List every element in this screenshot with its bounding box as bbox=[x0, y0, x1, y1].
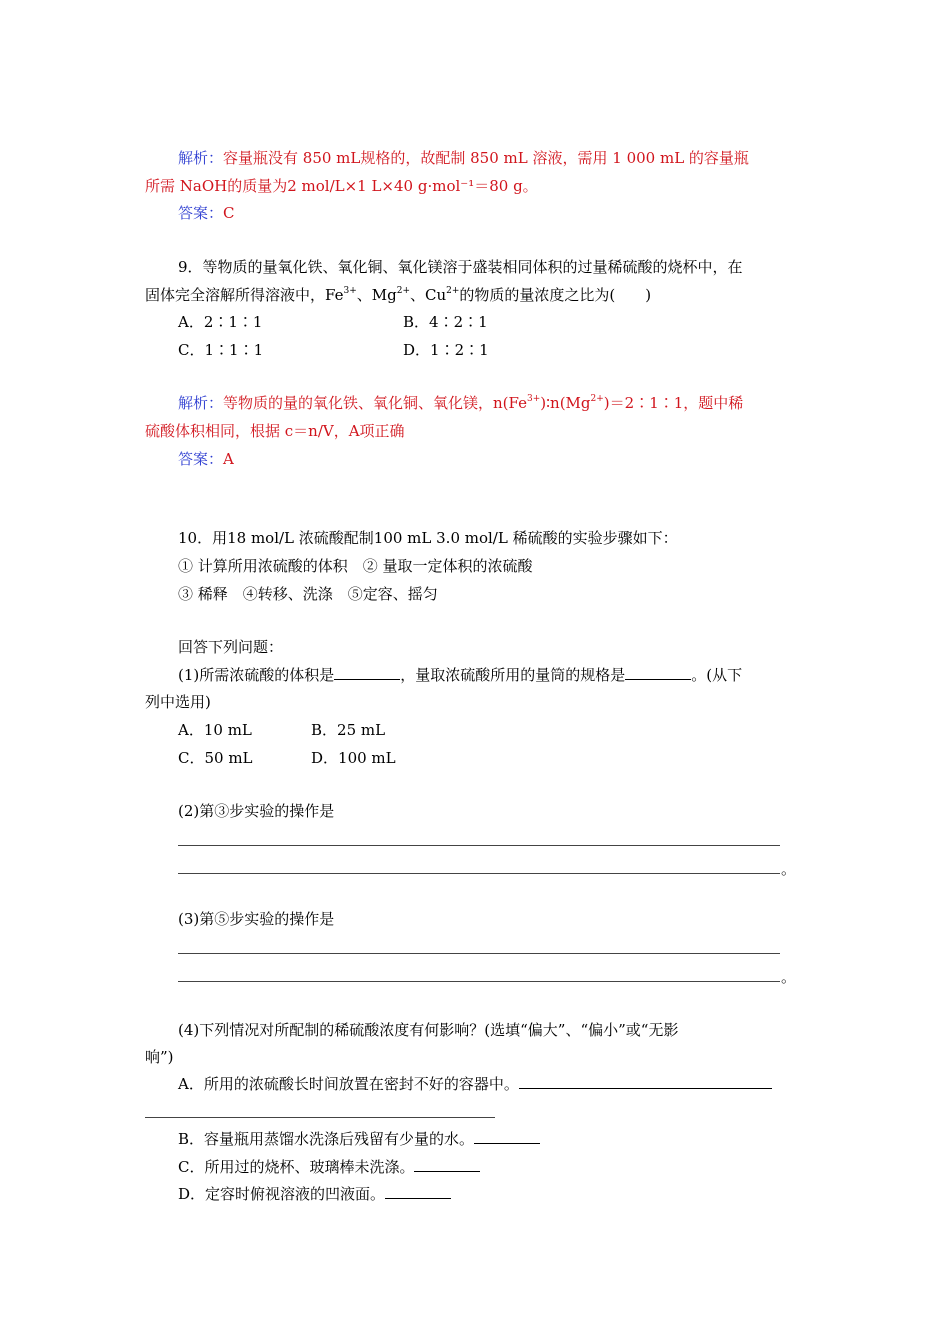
q9-answer bbox=[178, 449, 234, 469]
q10-part1-line1 bbox=[178, 665, 742, 685]
q9-sup-fe: 3+ bbox=[343, 286, 357, 296]
q10-part1-blank-volume[interactable] bbox=[334, 665, 400, 680]
q9-analysis-text-b: )∶n(Mg bbox=[540, 394, 591, 412]
q10-part1-blank-cylinder[interactable] bbox=[625, 665, 691, 680]
q10-part1-text-b: ，量取浓硫酸所用的量筒的规格是 bbox=[400, 666, 626, 684]
q10-part1-option-b: B．25 mL bbox=[311, 721, 386, 739]
q8-analysis-label: 解析： bbox=[178, 149, 224, 167]
q10-part4-line2: 响”) bbox=[145, 1048, 174, 1066]
q9-stem-text-c: 、Cu bbox=[410, 286, 447, 304]
q8-analysis-line2: 所需 NaOH的质量为2 mol/L×1 L×40 g·mol⁻¹＝80 g。 bbox=[145, 177, 538, 195]
q10-part4-item-a bbox=[178, 1074, 772, 1094]
q9-stem-line1: 9．等物质的量氧化铁、氧化铜、氧化镁溶于盛装相同体积的过量稀硫酸的烧杯中，在 bbox=[178, 258, 743, 276]
q10-part4-blank-c[interactable] bbox=[414, 1157, 480, 1172]
q9-option-d: D．1∶2∶1 bbox=[403, 341, 489, 359]
q10-part4-item-b-text: B．容量瓶用蒸馏水洗涤后残留有少量的水。 bbox=[178, 1130, 475, 1148]
q10-part3-period: 。 bbox=[781, 968, 797, 986]
q10-steps-line2: ③ 稀释 ④转移、洗涤 ⑤定容、摇匀 bbox=[178, 585, 438, 603]
q10-steps-line1: ① 计算所用浓硫酸的体积 ② 量取一定体积的浓硫酸 bbox=[178, 557, 533, 575]
q9-option-c: C．1∶1∶1 bbox=[178, 341, 264, 359]
q9-stem-text-a: 固体完全溶解所得溶液中，Fe bbox=[145, 286, 344, 304]
q9-analysis-label: 解析： bbox=[178, 394, 224, 412]
q10-part4-item-a-text: A．所用的浓硫酸长时间放置在密封不好的容器中。 bbox=[178, 1075, 519, 1093]
q10-part2-answer-line1[interactable] bbox=[178, 845, 780, 846]
q10-part1-option-c: C．50 mL bbox=[178, 749, 253, 767]
q10-part4-item-c-text: C．所用过的烧杯、玻璃棒未洗涤。 bbox=[178, 1158, 415, 1176]
q10-part2-period: 。 bbox=[781, 860, 797, 878]
q10-part3: (3)第⑤步实验的操作是 bbox=[178, 910, 335, 928]
q9-stem-text-d: 的物质的量浓度之比为( ) bbox=[459, 286, 652, 304]
q9-analysis-text-a: 等物质的量的氧化铁、氧化铜、氧化镁，n(Fe bbox=[223, 394, 527, 412]
q9-answer-value: A bbox=[223, 450, 234, 468]
q10-part1-option-d: D．100 mL bbox=[311, 749, 396, 767]
q10-part4-item-d bbox=[178, 1184, 451, 1204]
q9-sup-cu: 2+ bbox=[446, 286, 460, 296]
q9-sup-mg: 2+ bbox=[396, 286, 410, 296]
q9-analysis-line1 bbox=[178, 393, 743, 413]
q9-analysis-text-c: )＝2∶1∶1，题中稀 bbox=[603, 394, 744, 412]
q10-part4-item-c bbox=[178, 1157, 480, 1177]
q10-prompt: 回答下列问题： bbox=[178, 638, 284, 656]
q9-option-a: A．2∶1∶1 bbox=[178, 313, 263, 331]
q9-option-b: B．4∶2∶1 bbox=[403, 313, 488, 331]
q8-analysis-text1: 容量瓶没有 850 mL规格的，故配制 850 mL 溶液，需用 1 000 mL 的容量瓶 bbox=[223, 149, 749, 167]
q9-analysis-sup-mg: 2+ bbox=[590, 394, 604, 404]
q10-part4-blank-b[interactable] bbox=[474, 1129, 540, 1144]
q10-part1-line2: 列中选用) bbox=[145, 693, 211, 711]
q9-analysis-sup-fe: 3+ bbox=[527, 394, 541, 404]
q10-part2-answer-line2[interactable] bbox=[178, 873, 780, 874]
q10-part4-item-b bbox=[178, 1129, 540, 1149]
q10-part3-answer-line1[interactable] bbox=[178, 953, 780, 954]
q10-part4-item-d-text: D．定容时俯视溶液的凹液面。 bbox=[178, 1185, 386, 1203]
q10-part2: (2)第③步实验的操作是 bbox=[178, 802, 335, 820]
q9-analysis-line2: 硫酸体积相同，根据 c＝n/V，A项正确 bbox=[145, 422, 405, 440]
q10-part1-text-a: (1)所需浓硫酸的体积是 bbox=[178, 666, 335, 684]
q9-stem-line2 bbox=[145, 285, 651, 305]
q8-answer-label: 答案： bbox=[178, 204, 224, 222]
q10-part4-blank-d[interactable] bbox=[385, 1184, 451, 1199]
q10-part1-text-c: 。(从下 bbox=[691, 666, 743, 684]
q10-part4-blank-a[interactable] bbox=[519, 1074, 772, 1089]
q10-part3-answer-line2[interactable] bbox=[178, 981, 780, 982]
q9-answer-label: 答案： bbox=[178, 450, 224, 468]
q10-part4-line1: (4)下列情况对所配制的稀硫酸浓度有何影响？(选填“偏大”、“偏小”或“无影 bbox=[178, 1021, 679, 1039]
q8-analysis-line1 bbox=[178, 148, 749, 168]
q9-stem-text-b: 、Mg bbox=[356, 286, 397, 304]
q10-stem: 10．用18 mol/L 浓硫酸配制100 mL 3.0 mol/L 稀硫酸的实验步骤如下： bbox=[178, 529, 678, 547]
q8-answer bbox=[178, 203, 235, 223]
q10-part1-option-a: A．10 mL bbox=[178, 721, 252, 739]
q8-answer-value: C bbox=[223, 204, 235, 222]
q10-part4-blank-a-continued[interactable] bbox=[145, 1117, 495, 1118]
